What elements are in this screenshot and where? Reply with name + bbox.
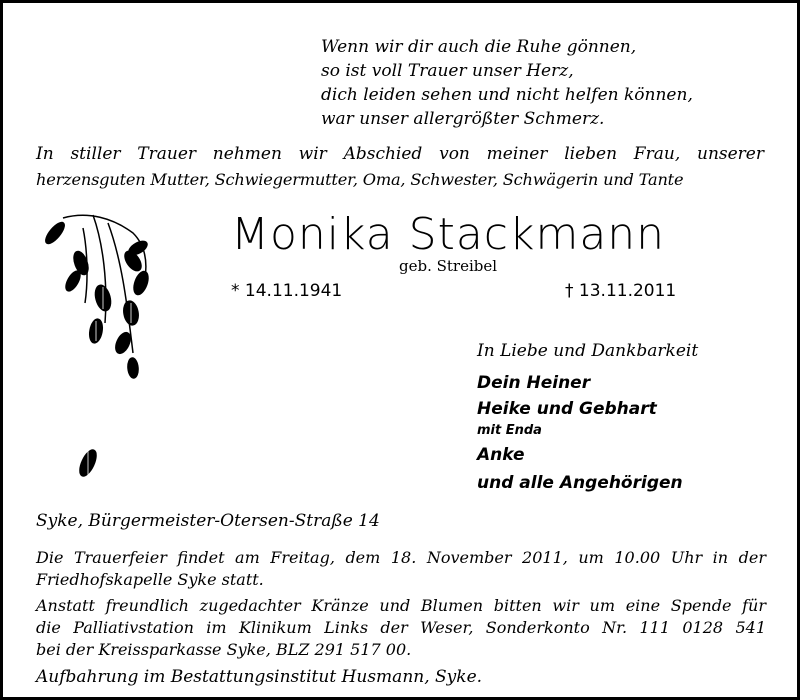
poem-line: war unser allergrößter Schmerz. xyxy=(321,109,605,129)
intro-line: In stiller Trauer nehmen wir Abschied von meiner lieben Frau, unserer xyxy=(36,144,764,164)
funeral-info xyxy=(36,547,766,591)
viewing-info: Aufbahrung im Bestattungsinstitut Husmann, Syke. xyxy=(36,667,483,687)
funeral-line: Friedhofskapelle Syke statt. xyxy=(36,570,264,589)
death-date: † 13.11.2011 xyxy=(565,281,677,301)
maiden-name: geb. Streibel xyxy=(399,257,498,275)
signatory: und alle Angehörigen xyxy=(477,473,683,493)
poem-line: Wenn wir dir auch die Ruhe gönnen, xyxy=(321,37,637,57)
signatory: Anke xyxy=(477,445,525,465)
signoff: In Liebe und Dankbarkeit xyxy=(477,341,699,361)
poem xyxy=(321,35,693,131)
intro-line: herzensguten Mutter, Schwiegermutter, Oma, Schwester, Schwägerin und Tante xyxy=(36,170,684,189)
signatory: mit Enda xyxy=(477,423,542,438)
donation-line: bei der Kreissparkasse Syke, BLZ 291 517 00. xyxy=(36,640,412,659)
poem-line: so ist voll Trauer unser Herz, xyxy=(321,61,574,81)
branch-leaves-icon xyxy=(33,203,173,493)
donation-line: die Palliativstation im Klinikum Links der Weser, Sonderkonto Nr. 111 0128 541 xyxy=(36,618,766,637)
donation-info xyxy=(36,595,766,661)
signatory: Heike und Gebhart xyxy=(477,399,657,419)
poem-line: dich leiden sehen und nicht helfen können, xyxy=(321,85,693,105)
funeral-line: Die Trauerfeier findet am Freitag, dem 18. November 2011, um 10.00 Uhr in der xyxy=(36,548,766,567)
intro-text xyxy=(36,141,764,193)
deceased-name: Monika Stackmann xyxy=(231,209,666,260)
donation-line: Anstatt freundlich zugedachter Kränze und Blumen bitten wir um eine Spende für xyxy=(36,596,766,615)
signatory: Dein Heiner xyxy=(477,373,591,393)
address: Syke, Bürgermeister-Otersen-Straße 14 xyxy=(36,511,380,531)
birth-date: * 14.11.1941 xyxy=(231,281,343,301)
